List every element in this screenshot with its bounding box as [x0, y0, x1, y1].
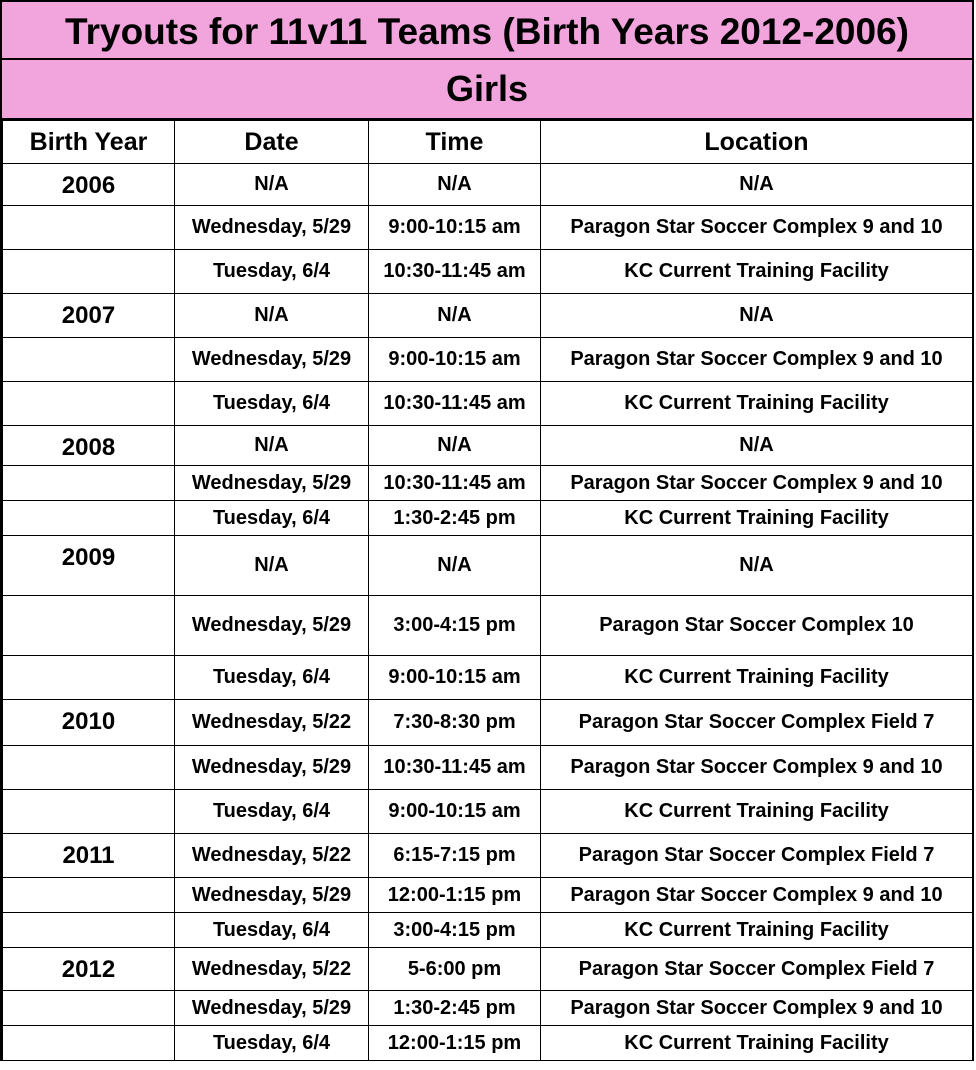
- birth-year-cell: [3, 878, 175, 913]
- time-cell: N/A: [369, 164, 541, 206]
- location-cell: Paragon Star Soccer Complex 9 and 10: [541, 991, 973, 1026]
- time-cell: 6:15-7:15 pm: [369, 834, 541, 878]
- birth-year-cell: 2007: [3, 294, 175, 338]
- time-cell: N/A: [369, 536, 541, 596]
- table-row: [3, 382, 973, 426]
- column-header-location: Location: [541, 121, 973, 164]
- time-cell: 10:30-11:45 am: [369, 382, 541, 426]
- birth-year-cell: [3, 596, 175, 656]
- date-cell: Wednesday, 5/29: [175, 596, 369, 656]
- time-cell: 12:00-1:15 pm: [369, 1026, 541, 1061]
- location-cell: KC Current Training Facility: [541, 1026, 973, 1061]
- schedule-table: [2, 120, 973, 1061]
- date-cell: Wednesday, 5/29: [175, 206, 369, 250]
- location-cell: KC Current Training Facility: [541, 656, 973, 700]
- time-cell: 10:30-11:45 am: [369, 466, 541, 501]
- table-row: [3, 596, 973, 656]
- time-cell: 9:00-10:15 am: [369, 656, 541, 700]
- date-cell: N/A: [175, 426, 369, 466]
- table-row: [3, 991, 973, 1026]
- location-cell: KC Current Training Facility: [541, 382, 973, 426]
- location-cell: KC Current Training Facility: [541, 250, 973, 294]
- table-row: [3, 536, 973, 596]
- birth-year-cell: [3, 656, 175, 700]
- date-cell: Wednesday, 5/29: [175, 466, 369, 501]
- time-cell: 9:00-10:15 am: [369, 338, 541, 382]
- table-row: [3, 746, 973, 790]
- time-cell: 9:00-10:15 am: [369, 790, 541, 834]
- birth-year-cell: [3, 991, 175, 1026]
- date-cell: Wednesday, 5/29: [175, 991, 369, 1026]
- birth-year-cell: 2008: [3, 426, 175, 466]
- time-cell: 1:30-2:45 pm: [369, 501, 541, 536]
- date-cell: Wednesday, 5/22: [175, 834, 369, 878]
- table-header-row: [3, 121, 973, 164]
- date-cell: Tuesday, 6/4: [175, 913, 369, 948]
- birth-year-cell: [3, 790, 175, 834]
- location-cell: Paragon Star Soccer Complex 9 and 10: [541, 206, 973, 250]
- date-cell: N/A: [175, 536, 369, 596]
- date-cell: N/A: [175, 164, 369, 206]
- time-cell: 12:00-1:15 pm: [369, 878, 541, 913]
- birth-year-cell: [3, 913, 175, 948]
- time-cell: N/A: [369, 426, 541, 466]
- date-cell: Tuesday, 6/4: [175, 501, 369, 536]
- table-row: [3, 164, 973, 206]
- location-cell: Paragon Star Soccer Complex Field 7: [541, 834, 973, 878]
- location-cell: Paragon Star Soccer Complex 9 and 10: [541, 338, 973, 382]
- table-row: [3, 206, 973, 250]
- birth-year-cell: 2010: [3, 700, 175, 746]
- column-header-time: Time: [369, 121, 541, 164]
- birth-year-cell: 2009: [3, 536, 175, 596]
- date-cell: Tuesday, 6/4: [175, 790, 369, 834]
- birth-year-cell: 2012: [3, 948, 175, 991]
- birth-year-cell: [3, 382, 175, 426]
- schedule-table-body: [3, 164, 973, 1061]
- date-cell: Wednesday, 5/29: [175, 746, 369, 790]
- table-row: [3, 913, 973, 948]
- table-row: [3, 656, 973, 700]
- table-row: [3, 501, 973, 536]
- birth-year-cell: 2006: [3, 164, 175, 206]
- location-cell: Paragon Star Soccer Complex Field 7: [541, 948, 973, 991]
- time-cell: 10:30-11:45 am: [369, 746, 541, 790]
- location-cell: N/A: [541, 294, 973, 338]
- table-row: [3, 948, 973, 991]
- date-cell: Wednesday, 5/29: [175, 878, 369, 913]
- date-cell: Wednesday, 5/22: [175, 948, 369, 991]
- birth-year-cell: 2011: [3, 834, 175, 878]
- column-header-date: Date: [175, 121, 369, 164]
- table-row: [3, 700, 973, 746]
- birth-year-cell: [3, 746, 175, 790]
- table-row: [3, 426, 973, 466]
- time-cell: 3:00-4:15 pm: [369, 596, 541, 656]
- time-cell: 7:30-8:30 pm: [369, 700, 541, 746]
- birth-year-cell: [3, 206, 175, 250]
- table-row: [3, 878, 973, 913]
- location-cell: Paragon Star Soccer Complex 10: [541, 596, 973, 656]
- date-cell: Tuesday, 6/4: [175, 250, 369, 294]
- location-cell: Paragon Star Soccer Complex 9 and 10: [541, 746, 973, 790]
- location-cell: N/A: [541, 536, 973, 596]
- birth-year-cell: [3, 250, 175, 294]
- location-cell: N/A: [541, 426, 973, 466]
- column-header-birth-year: Birth Year: [3, 121, 175, 164]
- location-cell: KC Current Training Facility: [541, 913, 973, 948]
- table-row: [3, 834, 973, 878]
- date-cell: Wednesday, 5/29: [175, 338, 369, 382]
- location-cell: KC Current Training Facility: [541, 501, 973, 536]
- birth-year-cell: [3, 1026, 175, 1061]
- page-subtitle: Girls: [2, 60, 972, 120]
- date-cell: N/A: [175, 294, 369, 338]
- location-cell: Paragon Star Soccer Complex 9 and 10: [541, 466, 973, 501]
- date-cell: Wednesday, 5/22: [175, 700, 369, 746]
- birth-year-cell: [3, 501, 175, 536]
- time-cell: 3:00-4:15 pm: [369, 913, 541, 948]
- table-row: [3, 466, 973, 501]
- birth-year-cell: [3, 466, 175, 501]
- table-row: [3, 294, 973, 338]
- location-cell: Paragon Star Soccer Complex 9 and 10: [541, 878, 973, 913]
- table-row: [3, 1026, 973, 1061]
- date-cell: Tuesday, 6/4: [175, 1026, 369, 1061]
- time-cell: 1:30-2:45 pm: [369, 991, 541, 1026]
- location-cell: Paragon Star Soccer Complex Field 7: [541, 700, 973, 746]
- time-cell: 10:30-11:45 am: [369, 250, 541, 294]
- date-cell: Tuesday, 6/4: [175, 656, 369, 700]
- table-row: [3, 338, 973, 382]
- location-cell: N/A: [541, 164, 973, 206]
- table-row: [3, 250, 973, 294]
- time-cell: 5-6:00 pm: [369, 948, 541, 991]
- location-cell: KC Current Training Facility: [541, 790, 973, 834]
- birth-year-cell: [3, 338, 175, 382]
- table-row: [3, 790, 973, 834]
- date-cell: Tuesday, 6/4: [175, 382, 369, 426]
- time-cell: 9:00-10:15 am: [369, 206, 541, 250]
- time-cell: N/A: [369, 294, 541, 338]
- page-title: Tryouts for 11v11 Teams (Birth Years 2012-2006): [2, 0, 972, 60]
